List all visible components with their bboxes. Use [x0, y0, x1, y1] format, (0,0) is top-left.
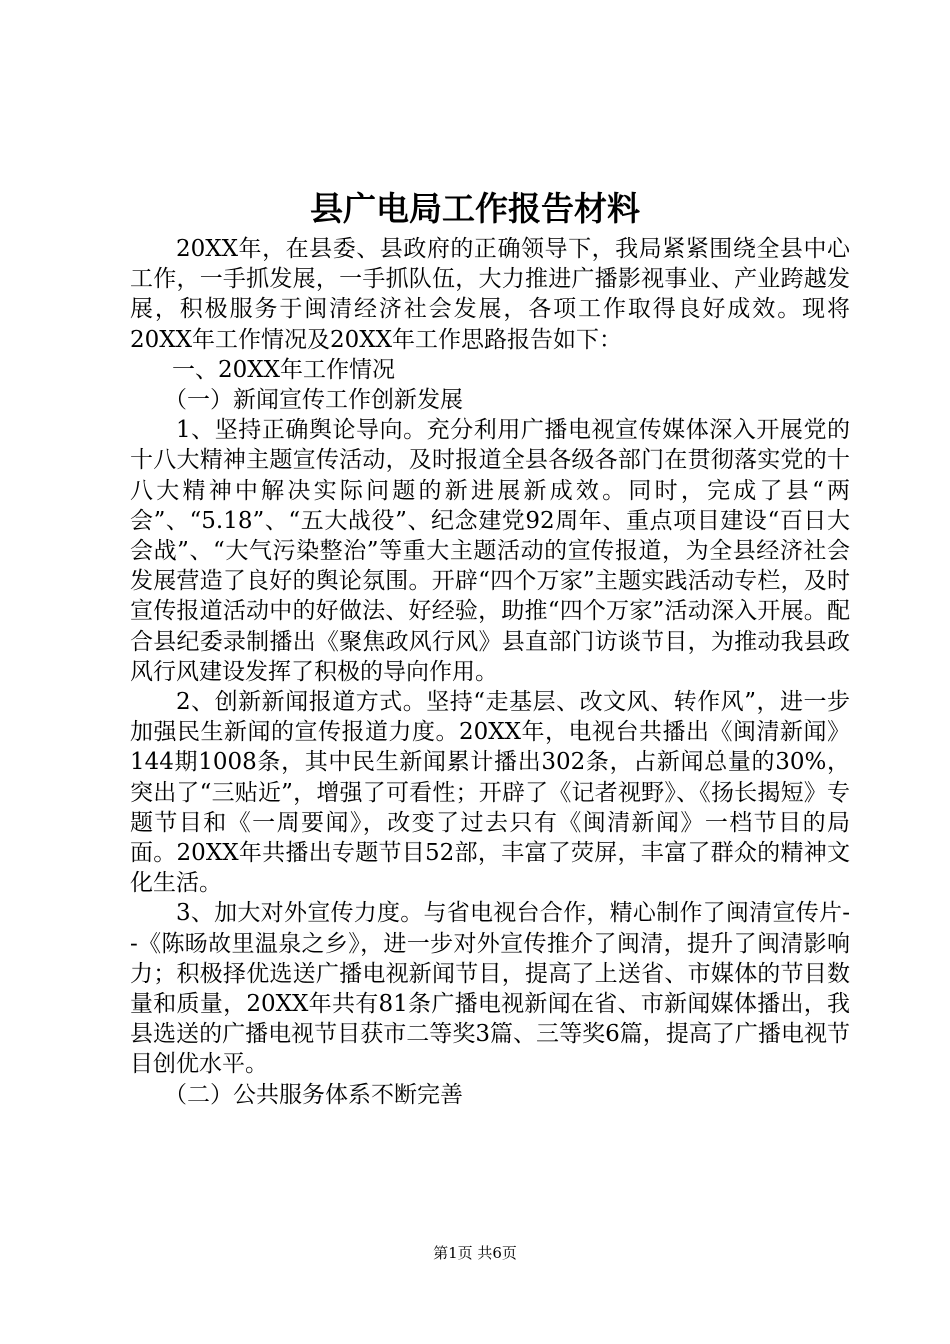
body-paragraph: 3、加大对外宣传力度。与省电视台合作，精心制作了闽清宣传片--《陈旸故里温泉之乡》，进一步对外宣传推介了闽清，提升了闽清影响力；积极择优选送广播电视新闻节目，提高了上送省、市媒体的节目数量和质量，20XX年共有81条广播电视新闻在省、市新闻媒体播出，我县选送的广播电视节目获市二等奖3篇、三等奖6篇，提高了广播电视节目创优水平。 [130, 900, 850, 1078]
subsection-heading: （一）新闻宣传工作创新发展 [164, 387, 463, 414]
document-body [130, 234, 850, 1110]
intro-paragraph: 20XX年，在县委、县政府的正确领导下，我局紧紧围绕全县中心工作，一手抓发展，一手抓队伍，大力推进广播影视事业、产业跨越发展，积极服务于闽清经济社会发展，各项工作取得良好成效。现将20XX年工作情况及20XX年工作思路报告如下： [130, 236, 850, 353]
body-paragraph: 2、创新新闻报道方式。坚持“走基层、改文风、转作风”，进一步加强民生新闻的宣传报道力度。20XX年，电视台共播出《闽清新闻》144期1008条，其中民生新闻累计播出302条，占新闻总量的30%，突出了“三贴近”，增强了可看性；开辟了《记者视野》、《扬长揭短》专题节目和《一周要闻》，改变了过去只有《闽清新闻》一档节目的局面。20XX年共播出专题节目52部，丰富了荧屏，丰富了群众的精神文化生活。 [130, 689, 850, 897]
subsection-heading: （二）公共服务体系不断完善 [164, 1081, 463, 1108]
body-paragraph: 1、坚持正确舆论导向。充分利用广播电视宣传媒体深入开展党的十八大精神主题宣传活动，及时报道全县各级各部门在贯彻落实党的十八大精神中解决实际问题的新进展新成效。同时，完成了县“两会”、“5.18”、“五大战役”、纪念建党92周年、重点项目建设“百日大会战”、“大气污染整治”等重大主题活动的宣传报道，为全县经济社会发展营造了良好的舆论氛围。开辟“四个万家”主题实践活动专栏，及时宣传报道活动中的好做法、好经验，助推“四个万家”活动深入开展。配合县纪委录制播出《聚焦政风行风》县直部门访谈节目，为推动我县政风行风建设发挥了积极的导向作用。 [130, 417, 850, 685]
document-title: 县广电局工作报告材料 [310, 189, 640, 228]
section-heading: 一、20XX年工作情况 [172, 356, 396, 383]
page-number: 第1页 共6页 [433, 1244, 517, 1262]
